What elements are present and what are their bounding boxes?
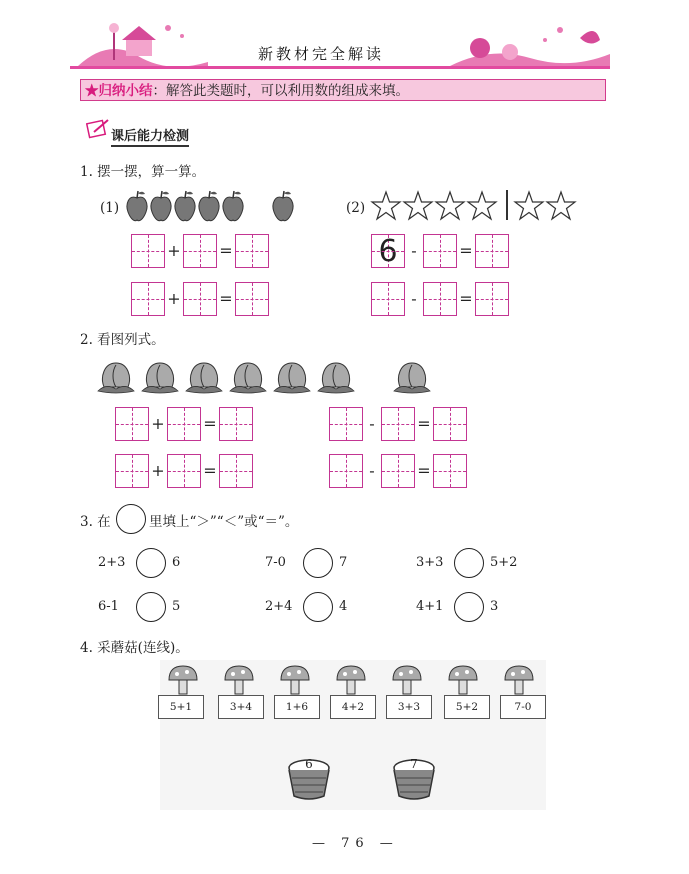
pencil-note-icon bbox=[86, 118, 110, 140]
equals-sign: = bbox=[203, 461, 217, 480]
answer-box[interactable] bbox=[167, 407, 201, 441]
compare-left: 4+1 bbox=[416, 599, 444, 614]
answer-box[interactable] bbox=[329, 407, 363, 441]
prefilled-digit: 6 bbox=[378, 234, 398, 269]
compare-right: 6 bbox=[172, 555, 181, 570]
compare-right: 5 bbox=[172, 599, 181, 614]
q1-sub1-label: (1) bbox=[100, 200, 120, 216]
apples-illustration bbox=[123, 188, 303, 224]
stars-illustration bbox=[370, 188, 580, 222]
answer-box[interactable] bbox=[329, 454, 363, 488]
compare-left: 7-0 bbox=[265, 555, 286, 570]
answer-box[interactable] bbox=[131, 234, 165, 268]
answer-box[interactable] bbox=[235, 234, 269, 268]
mushroom-card[interactable]: 7-0 bbox=[500, 695, 546, 719]
compare-right: 5+2 bbox=[490, 555, 518, 570]
answer-box[interactable] bbox=[115, 407, 149, 441]
answer-box[interactable] bbox=[423, 282, 457, 316]
header-rule bbox=[70, 66, 610, 69]
answer-box[interactable] bbox=[381, 407, 415, 441]
answer-box[interactable] bbox=[433, 454, 467, 488]
header-title: 新教材完全解读 bbox=[258, 45, 385, 63]
basket-number: 6 bbox=[305, 757, 313, 771]
answer-box[interactable] bbox=[235, 282, 269, 316]
answer-box[interactable] bbox=[423, 234, 457, 268]
answer-box[interactable] bbox=[219, 454, 253, 488]
plus-sign: + bbox=[151, 414, 165, 433]
compare-left: 2+3 bbox=[98, 555, 126, 570]
summary-box bbox=[80, 79, 606, 101]
minus-sign: - bbox=[369, 414, 375, 433]
answer-box[interactable] bbox=[183, 282, 217, 316]
answer-box[interactable] bbox=[183, 234, 217, 268]
answer-box[interactable] bbox=[167, 454, 201, 488]
compare-circle[interactable] bbox=[136, 548, 166, 578]
compare-circle[interactable] bbox=[303, 592, 333, 622]
q1-sub2-label: (2) bbox=[346, 200, 366, 216]
answer-box[interactable] bbox=[475, 234, 509, 268]
mushrooms-illustration bbox=[163, 662, 543, 698]
plus-sign: + bbox=[167, 289, 181, 308]
equals-sign: = bbox=[417, 461, 431, 480]
equals-sign: = bbox=[417, 414, 431, 433]
compare-circle[interactable] bbox=[303, 548, 333, 578]
answer-box[interactable] bbox=[381, 454, 415, 488]
q1-title: 1. 摆一摆，算一算。 bbox=[80, 164, 206, 180]
section-title: 课后能力检测 bbox=[111, 125, 189, 147]
equals-sign: = bbox=[219, 289, 233, 308]
minus-sign: - bbox=[369, 461, 375, 480]
equals-sign: = bbox=[219, 241, 233, 260]
q3-title-end: 里填上“＞”“＜”或“＝”。 bbox=[149, 514, 299, 530]
mushroom-card[interactable]: 4+2 bbox=[330, 695, 376, 719]
mushroom-card[interactable]: 5+1 bbox=[158, 695, 204, 719]
page-number: — 76 — bbox=[312, 836, 399, 851]
q2-title: 2. 看图列式。 bbox=[80, 332, 165, 348]
header-decoration-right bbox=[450, 18, 610, 68]
mushroom-card[interactable]: 3+4 bbox=[218, 695, 264, 719]
plus-sign: + bbox=[167, 241, 181, 260]
plus-sign: + bbox=[151, 461, 165, 480]
header-decoration-left bbox=[78, 18, 208, 68]
minus-sign: - bbox=[411, 241, 417, 260]
compare-left: 6-1 bbox=[98, 599, 119, 614]
compare-right: 7 bbox=[339, 555, 348, 570]
answer-box[interactable] bbox=[475, 282, 509, 316]
equals-sign: = bbox=[459, 241, 473, 260]
peaches-illustration bbox=[96, 357, 446, 397]
answer-box[interactable] bbox=[131, 282, 165, 316]
compare-circle[interactable] bbox=[454, 592, 484, 622]
mushroom-card[interactable]: 3+3 bbox=[386, 695, 432, 719]
compare-right: 4 bbox=[339, 599, 348, 614]
minus-sign: - bbox=[411, 289, 417, 308]
answer-box-prefilled[interactable] bbox=[371, 234, 405, 268]
basket-number: 7 bbox=[410, 757, 418, 771]
answer-box[interactable] bbox=[371, 282, 405, 316]
compare-left: 3+3 bbox=[416, 555, 444, 570]
summary-tag: ★归纳小结 bbox=[85, 83, 153, 99]
compare-left: 2+4 bbox=[265, 599, 293, 614]
compare-circle[interactable] bbox=[454, 548, 484, 578]
answer-box[interactable] bbox=[115, 454, 149, 488]
q3-title-start: 3. 在 bbox=[80, 514, 111, 530]
mushroom-card[interactable]: 5+2 bbox=[444, 695, 490, 719]
compare-circle[interactable] bbox=[136, 592, 166, 622]
mushroom-card[interactable]: 1+6 bbox=[274, 695, 320, 719]
answer-box[interactable] bbox=[433, 407, 467, 441]
summary-text: ：解答此类题时，可以利用数的组成来填。 bbox=[152, 83, 409, 99]
equals-sign: = bbox=[459, 289, 473, 308]
compare-right: 3 bbox=[490, 599, 499, 614]
q4-title: 4. 采蘑菇(连线)。 bbox=[80, 640, 189, 656]
equals-sign: = bbox=[203, 414, 217, 433]
title-circle-icon bbox=[116, 504, 146, 534]
answer-box[interactable] bbox=[219, 407, 253, 441]
